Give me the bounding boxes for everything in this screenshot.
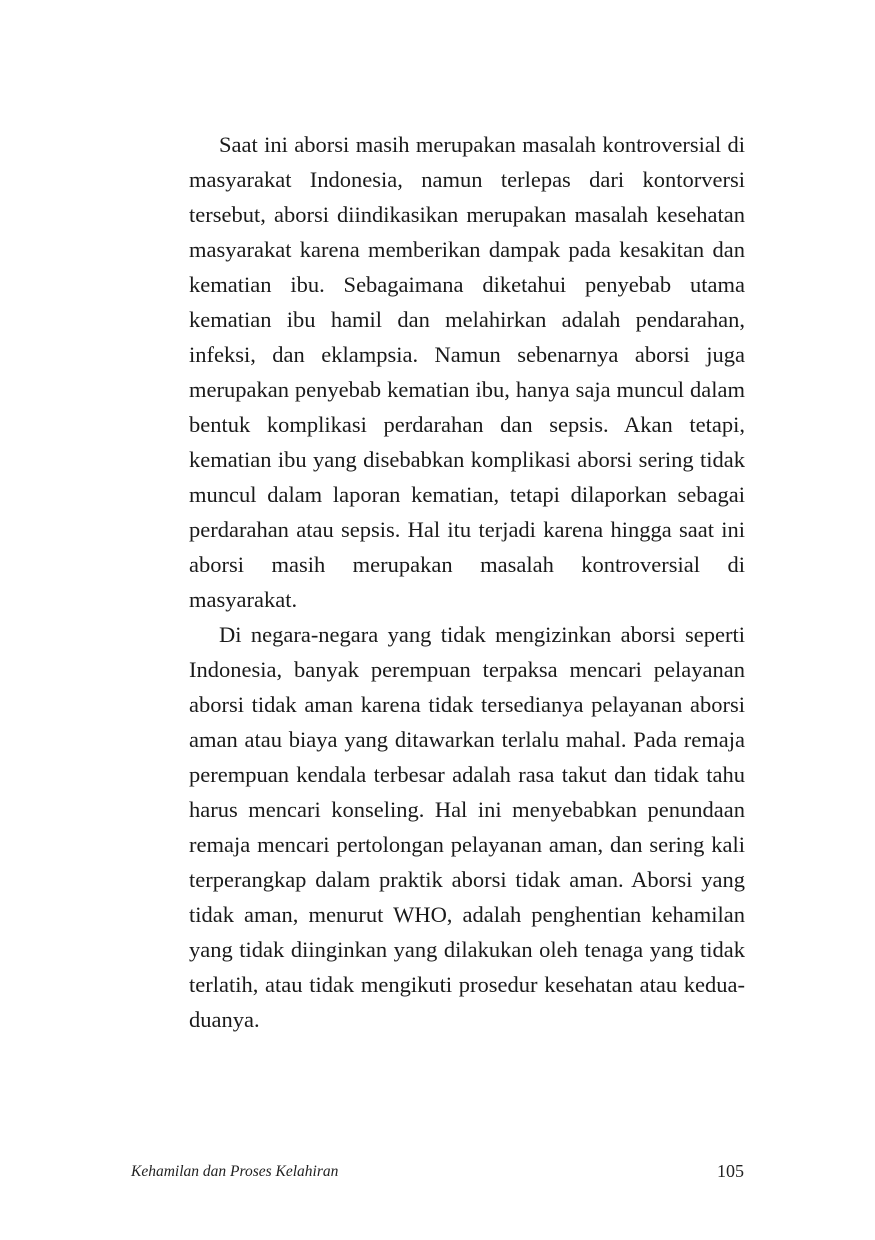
paragraph: Di negara-negara yang tidak mengizinkan aborsi seperti Indonesia, banyak perempuan terpaksa mencari pelayanan aborsi tidak aman karena tidak tersedianya pelayanan aborsi aman atau biaya yang ditawarkan terlalu mahal. Pada remaja perempuan kendala terbesar adalah rasa takut dan tidak tahu harus mencari konseling. Hal ini menyebabkan penundaan remaja mencari pertolongan pelayanan aman, dan sering kali terperangkap dalam praktik aborsi tidak aman. Aborsi yang tidak aman, menurut WHO, adalah penghentian kehamilan yang tidak diinginkan yang dilakukan oleh tenaga yang tidak terlatih, atau tidak mengikuti prosedur kesehatan atau kedua-duanya.: [189, 622, 745, 1032]
page-number: 105: [717, 1161, 744, 1181]
paragraph: Saat ini aborsi masih merupakan masalah kontroversial di masyarakat Indonesia, namun terlepas dari kontorversi tersebut, aborsi diindikasikan merupakan masalah kesehatan masyarakat karena memberikan dampak pada kesakitan dan kematian ibu. Sebagaimana diketahui penyebab utama kematian ibu hamil dan melahirkan adalah pendarahan, infeksi, dan eklampsia. Namun sebenarnya aborsi juga merupakan penyebab kematian ibu, hanya saja muncul dalam bentuk komplikasi perdarahan dan sepsis. Akan tetapi, kematian ibu yang disebabkan komplikasi aborsi sering tidak muncul dalam laporan kematian, tetapi dilaporkan sebagai perdarahan atau sepsis. Hal itu terjadi karena hingga saat ini aborsi masih merupakan masalah kontroversial di masyarakat.: [189, 132, 745, 612]
running-footer-title: Kehamilan dan Proses Kelahiran: [131, 1163, 339, 1180]
body-text: [189, 127, 745, 1037]
